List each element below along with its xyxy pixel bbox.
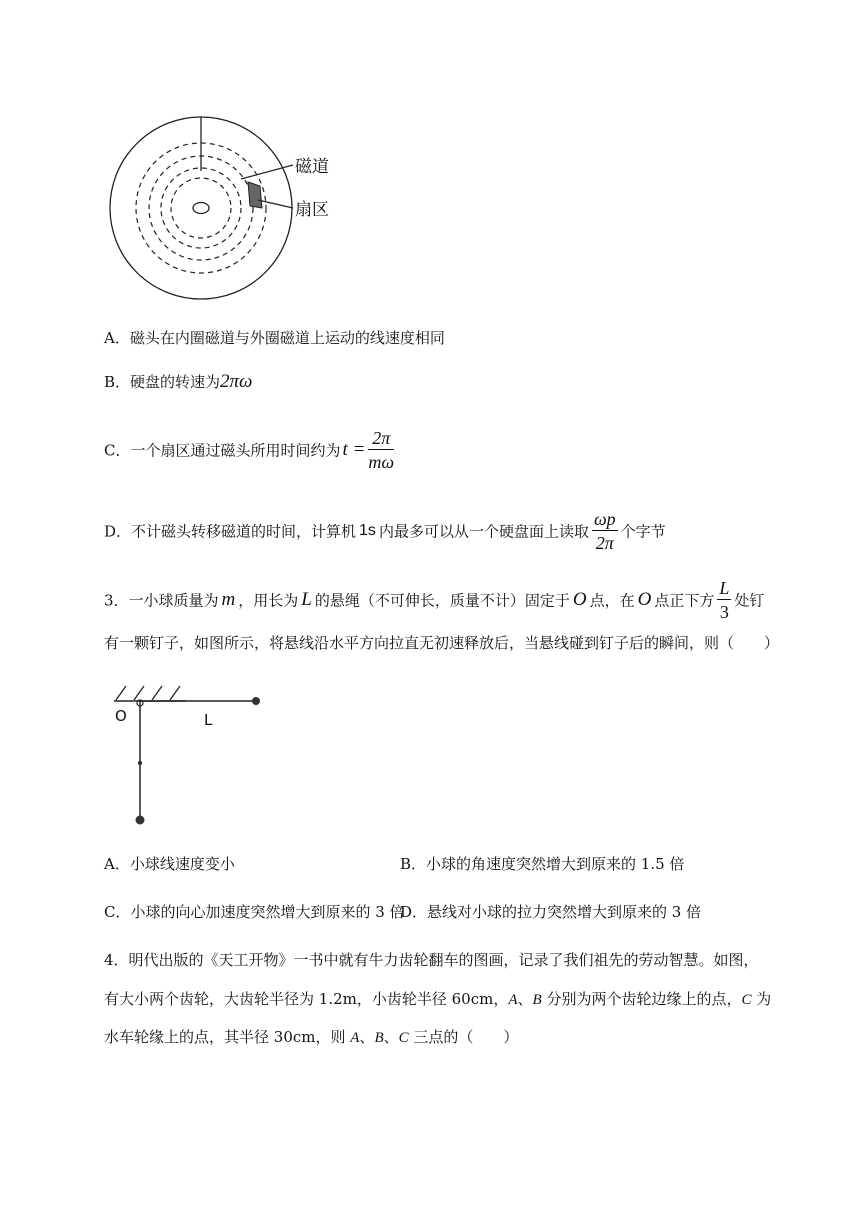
fraction-denominator: 2π <box>595 533 614 553</box>
fraction-numerator: ωp <box>593 509 616 529</box>
q4-text: 分别为两个齿轮边缘上的点， <box>541 990 742 1008</box>
fraction-denominator: 3 <box>719 602 729 622</box>
point-a-label: A <box>508 992 518 1008</box>
q4-separator: 、 <box>359 1028 375 1046</box>
q4-text: 为 <box>751 990 772 1008</box>
q3-point-o-symbol: O <box>637 589 652 610</box>
q3-stem-line1 <box>104 578 764 622</box>
spindle-hole <box>193 203 209 214</box>
ball-initial <box>252 697 260 705</box>
q3-option-d: D．悬线对小球的拉力突然增大到原来的 3 倍 <box>400 903 702 921</box>
q4-text: 三点的（ ） <box>408 1028 519 1046</box>
q2-option-d-time: 1s <box>359 522 376 539</box>
q4-separator: 、 <box>383 1028 399 1046</box>
q2-option-b-math: 2πω <box>220 371 253 392</box>
q2-option-d-fraction <box>592 509 618 553</box>
pendulum-figure <box>104 678 284 836</box>
sector-block <box>248 182 262 208</box>
q4-stem-line1: 4．明代出版的《天工开物》一书中就有牛力齿轮翻车的图画，记录了我们祖先的劳动智慧。如图， <box>104 951 759 969</box>
point-c-label: C <box>741 992 752 1008</box>
q4-text: 有大小两个齿轮，大齿轮半径为 1.2m，小齿轮半径 60cm， <box>104 990 509 1008</box>
q3-text: 的悬绳（不可伸长，质量不计）固定于 <box>314 591 570 610</box>
q3-text: 点，在 <box>589 591 635 610</box>
hatch-mark <box>134 686 144 700</box>
fraction-numerator: L <box>719 578 730 598</box>
nail <box>138 761 142 765</box>
q3-point-o-symbol: O <box>572 589 587 610</box>
q3-option-c: C．小球的向心加速度突然增大到原来的 3 倍 <box>104 903 405 921</box>
hatch-mark <box>170 686 180 700</box>
fraction-numerator: 2π <box>368 428 394 450</box>
q2-option-d <box>104 509 666 553</box>
fraction-denominator: mω <box>368 452 395 472</box>
q4-text: 水车轮缘上的点，其半径 30cm，则 <box>104 1028 351 1046</box>
q2-option-b <box>104 371 252 393</box>
q2-option-a: A．磁头在内圈磁道与外圈磁道上运动的线速度相同 <box>104 329 445 347</box>
track-ring <box>171 178 231 238</box>
q2-option-b-text: B．硬盘的转速为 <box>104 373 221 391</box>
ball-lowest <box>136 816 145 825</box>
q4-stem-line2 <box>104 988 771 1009</box>
hatch-mark <box>116 686 126 700</box>
q2-option-c <box>104 428 397 472</box>
q4-separator: 、 <box>517 990 533 1008</box>
pivot-label: O <box>115 707 127 725</box>
q3-text: 3．一小球质量为 <box>104 591 219 610</box>
length-label: L <box>204 711 213 729</box>
q2-option-c-fraction <box>368 428 394 472</box>
point-b-label: B <box>374 1030 384 1046</box>
q3-text: 处钉 <box>734 591 765 610</box>
track-ring <box>149 156 253 260</box>
q3-length-symbol: L <box>301 589 312 610</box>
q2-option-c-text: C．一个扇区通过磁头所用时间约为 <box>104 441 341 460</box>
q3-text: 点正下方 <box>654 591 715 610</box>
hard-disk-figure <box>100 108 360 308</box>
q3-stem-line2: 有一颗钉子，如图所示，将悬线沿水平方向拉直无初速释放后，当悬线碰到钉子后的瞬间，则（ ） <box>104 634 780 652</box>
q2-option-d-text1: D．不计磁头转移磁道的时间，计算机 <box>104 522 357 541</box>
q3-fraction <box>717 578 731 622</box>
q2-option-d-text3: 个字节 <box>620 522 666 541</box>
point-a-label: A <box>350 1030 360 1046</box>
q2-option-d-text2: 内最多可以从一个硬盘面上读取 <box>378 522 589 541</box>
point-b-label: B <box>532 992 542 1008</box>
track-label: 磁道 <box>295 157 329 177</box>
sector-pointer-line <box>258 200 293 208</box>
hatch-mark <box>152 686 162 700</box>
q4-stem-line3 <box>104 1026 518 1047</box>
q3-option-b: B．小球的角速度突然增大到原来的 1.5 倍 <box>400 855 685 873</box>
q2-option-c-lhs: t = <box>342 439 366 460</box>
point-c-label: C <box>398 1030 409 1046</box>
sector-label: 扇区 <box>295 200 329 220</box>
q3-mass-symbol: m <box>221 589 236 610</box>
q3-option-a: A．小球线速度变小 <box>104 855 235 873</box>
q3-text: ，用长为 <box>238 591 299 610</box>
track-ring <box>161 168 241 248</box>
